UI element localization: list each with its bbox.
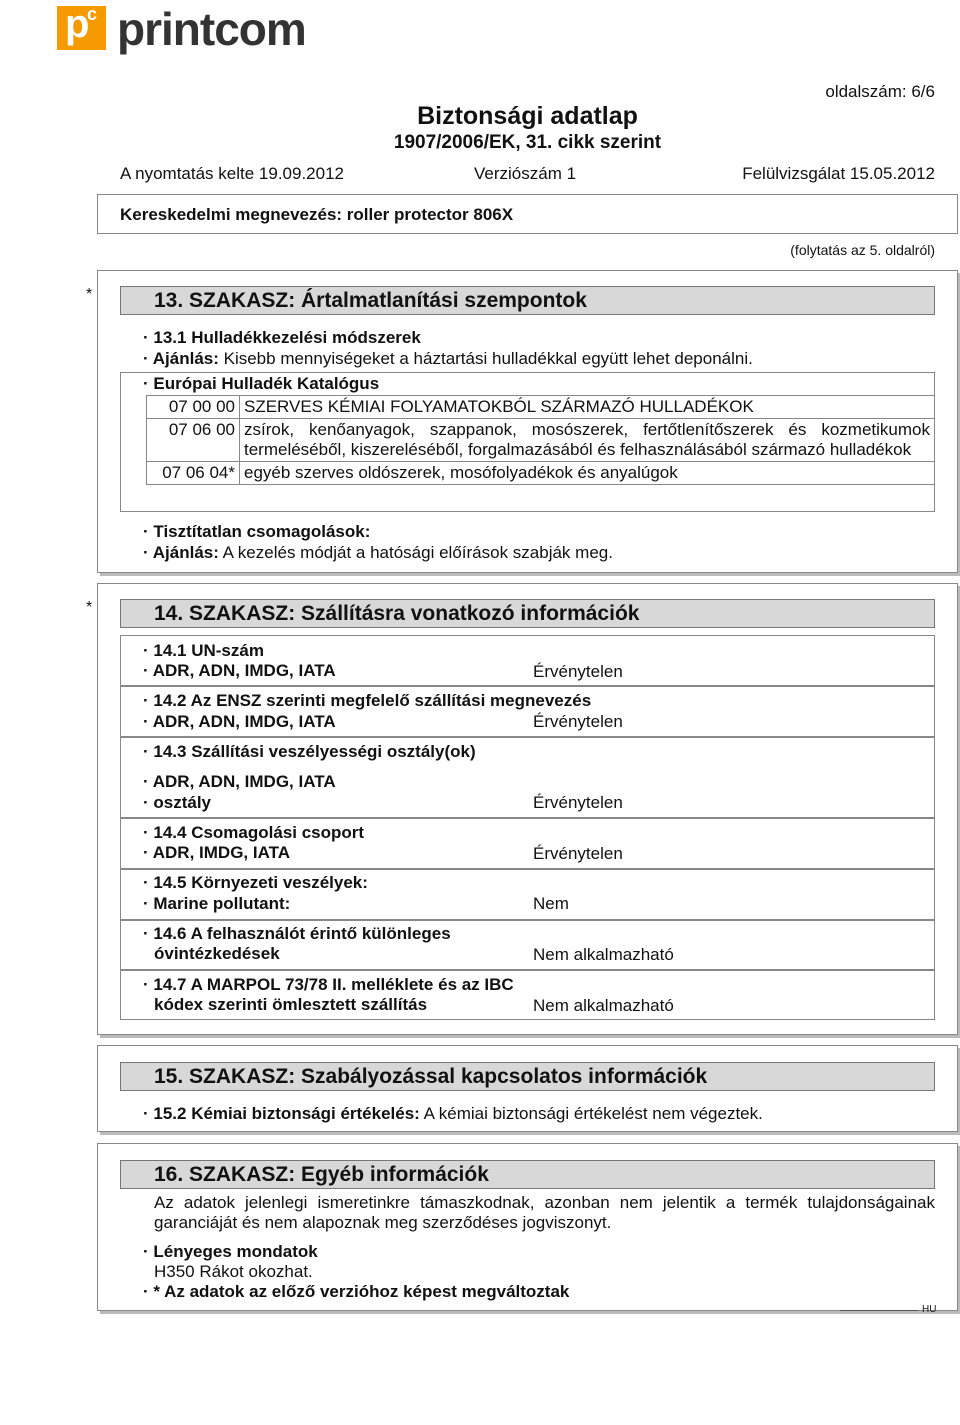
- hazard-phrase: H350 Rákot okozhat.: [154, 1262, 313, 1281]
- marpol-value: Nem alkalmazható: [533, 996, 674, 1015]
- page-number: oldalszám: 6/6: [825, 82, 935, 101]
- waste-methods-heading: · 13.1 Hulladékkezelési módszerek: [143, 328, 421, 347]
- packaging-recommendation-text: A kezelés módját a hatósági előírások szabják meg.: [218, 543, 613, 562]
- logo-mark: [57, 2, 106, 50]
- logo-glyph-c: c: [87, 4, 98, 24]
- trade-name-box: [97, 194, 958, 234]
- section-14-title: 14. SZAKASZ: Szállításra vonatkozó információk: [120, 599, 935, 628]
- table-row: [147, 462, 935, 485]
- packing-group-value: Érvénytelen: [533, 844, 623, 863]
- change-marker: *: [86, 599, 93, 616]
- section-13-title: 13. SZAKASZ: Ártalmatlanítási szempontok: [120, 286, 935, 315]
- section-15-title: 15. SZAKASZ: Szabályozással kapcsolatos információk: [120, 1062, 935, 1091]
- uncleaned-packaging: · Tisztítatlan csomagolások:: [143, 522, 371, 541]
- recommendation-text: Kisebb mennyiségeket a háztartási hulladékkal együtt lehet deponálni.: [218, 349, 753, 368]
- special-precautions-value: Nem alkalmazható: [533, 945, 674, 964]
- marpol-heading-2: kódex szerinti ömlesztett szállítás: [154, 995, 428, 1014]
- marine-pollutant-value: Nem: [533, 894, 569, 913]
- version: Verziószám 1: [474, 164, 577, 183]
- shipping-name-modes: · ADR, ADN, IMDG, IATA: [143, 712, 336, 731]
- packing-group-modes: · ADR, IMDG, IATA: [143, 843, 290, 862]
- print-date: A nyomtatás kelte 19.09.2012: [120, 164, 344, 183]
- marine-pollutant-label: · Marine pollutant:: [143, 894, 291, 913]
- table-row: [147, 419, 935, 462]
- special-precautions-heading: · 14.6 A felhasználót érintő különleges: [143, 924, 451, 943]
- hazard-class-modes: · ADR, ADN, IMDG, IATA: [143, 772, 336, 791]
- logo-glyph-p: p: [65, 2, 90, 46]
- packaging-recommendation-label: · Ajánlás:: [143, 543, 219, 562]
- relevant-phrases-heading: · Lényeges mondatok: [143, 1242, 318, 1261]
- catalog-code: 07 00 00: [147, 396, 240, 419]
- footer-language: HU: [922, 1304, 937, 1315]
- revision-date: Felülvizsgálat 15.05.2012: [742, 164, 935, 183]
- recommendation-line: [143, 349, 753, 369]
- catalog-text: zsírok, kenőanyagok, szappanok, mosószerek, fertőtlenítőszerek és kozmetikumok termeléséből, kiszereléséből, forgalmazásából és felhasználásából származó hulladékok: [240, 419, 935, 462]
- un-number-heading: · 14.1 UN-szám: [143, 641, 264, 660]
- hazard-class-label: · osztály: [143, 793, 212, 812]
- catalog-text: egyéb szerves oldószerek, mosófolyadékok és anyalúgok: [240, 462, 935, 485]
- packing-group-heading: · 14.4 Csomagolási csoport: [143, 823, 365, 842]
- logo-text: printcom: [117, 3, 306, 55]
- waste-catalog-table: [146, 395, 935, 485]
- document-title: Biztonsági adatlap: [417, 102, 638, 130]
- changes-note: · * Az adatok az előző verzióhoz képest megváltoztak: [143, 1282, 570, 1301]
- marpol-heading: · 14.7 A MARPOL 73/78 II. melléklete és az IBC: [143, 975, 514, 994]
- safety-assessment-label: · 15.2 Kémiai biztonsági értékelés:: [143, 1104, 420, 1123]
- hazard-class-heading: · 14.3 Szállítási veszélyességi osztály(ok): [143, 742, 476, 761]
- un-number-modes: · ADR, ADN, IMDG, IATA: [143, 661, 336, 680]
- special-precautions-heading-2: óvintézkedések: [154, 944, 280, 963]
- shipping-name-heading: · 14.2 Az ENSZ szerinti megfelelő szállítási megnevezés: [143, 691, 592, 710]
- recommendation-label: · Ajánlás:: [143, 349, 219, 368]
- environment-heading: · 14.5 Környezeti veszélyek:: [143, 873, 368, 892]
- hazard-class-value: Érvénytelen: [533, 793, 623, 812]
- catalog-heading: · Európai Hulladék Katalógus: [143, 374, 380, 393]
- packaging-recommendation: [143, 543, 613, 563]
- catalog-code: 07 06 04*: [147, 462, 240, 485]
- continued-note: (folytatás az 5. oldalról): [790, 242, 935, 258]
- safety-assessment-text: A kémiai biztonsági értékelést nem végeztek.: [419, 1104, 763, 1123]
- shipping-name-value: Érvénytelen: [533, 712, 623, 731]
- catalog-code: 07 06 00: [147, 419, 240, 462]
- section-16-title: 16. SZAKASZ: Egyéb információk: [120, 1160, 935, 1189]
- document-subtitle: 1907/2006/EK, 31. cikk szerint: [393, 132, 662, 153]
- footer-rule: [840, 1310, 918, 1311]
- safety-assessment-line: [143, 1104, 763, 1124]
- table-row: [147, 396, 935, 419]
- un-number-value: Érvénytelen: [533, 662, 623, 681]
- catalog-text: SZERVES KÉMIAI FOLYAMATOKBÓL SZÁRMAZÓ HULLADÉKOK: [240, 396, 935, 419]
- trade-name: Kereskedelmi megnevezés: roller protector 806X: [120, 205, 514, 224]
- change-marker: *: [86, 286, 93, 303]
- disclaimer-paragraph: Az adatok jelenlegi ismeretinkre támaszkodnak, azonban nem jelentik a termék tulajdonságainak garanciáját és nem alapoznak meg szerződéses jogviszonyt.: [154, 1193, 935, 1232]
